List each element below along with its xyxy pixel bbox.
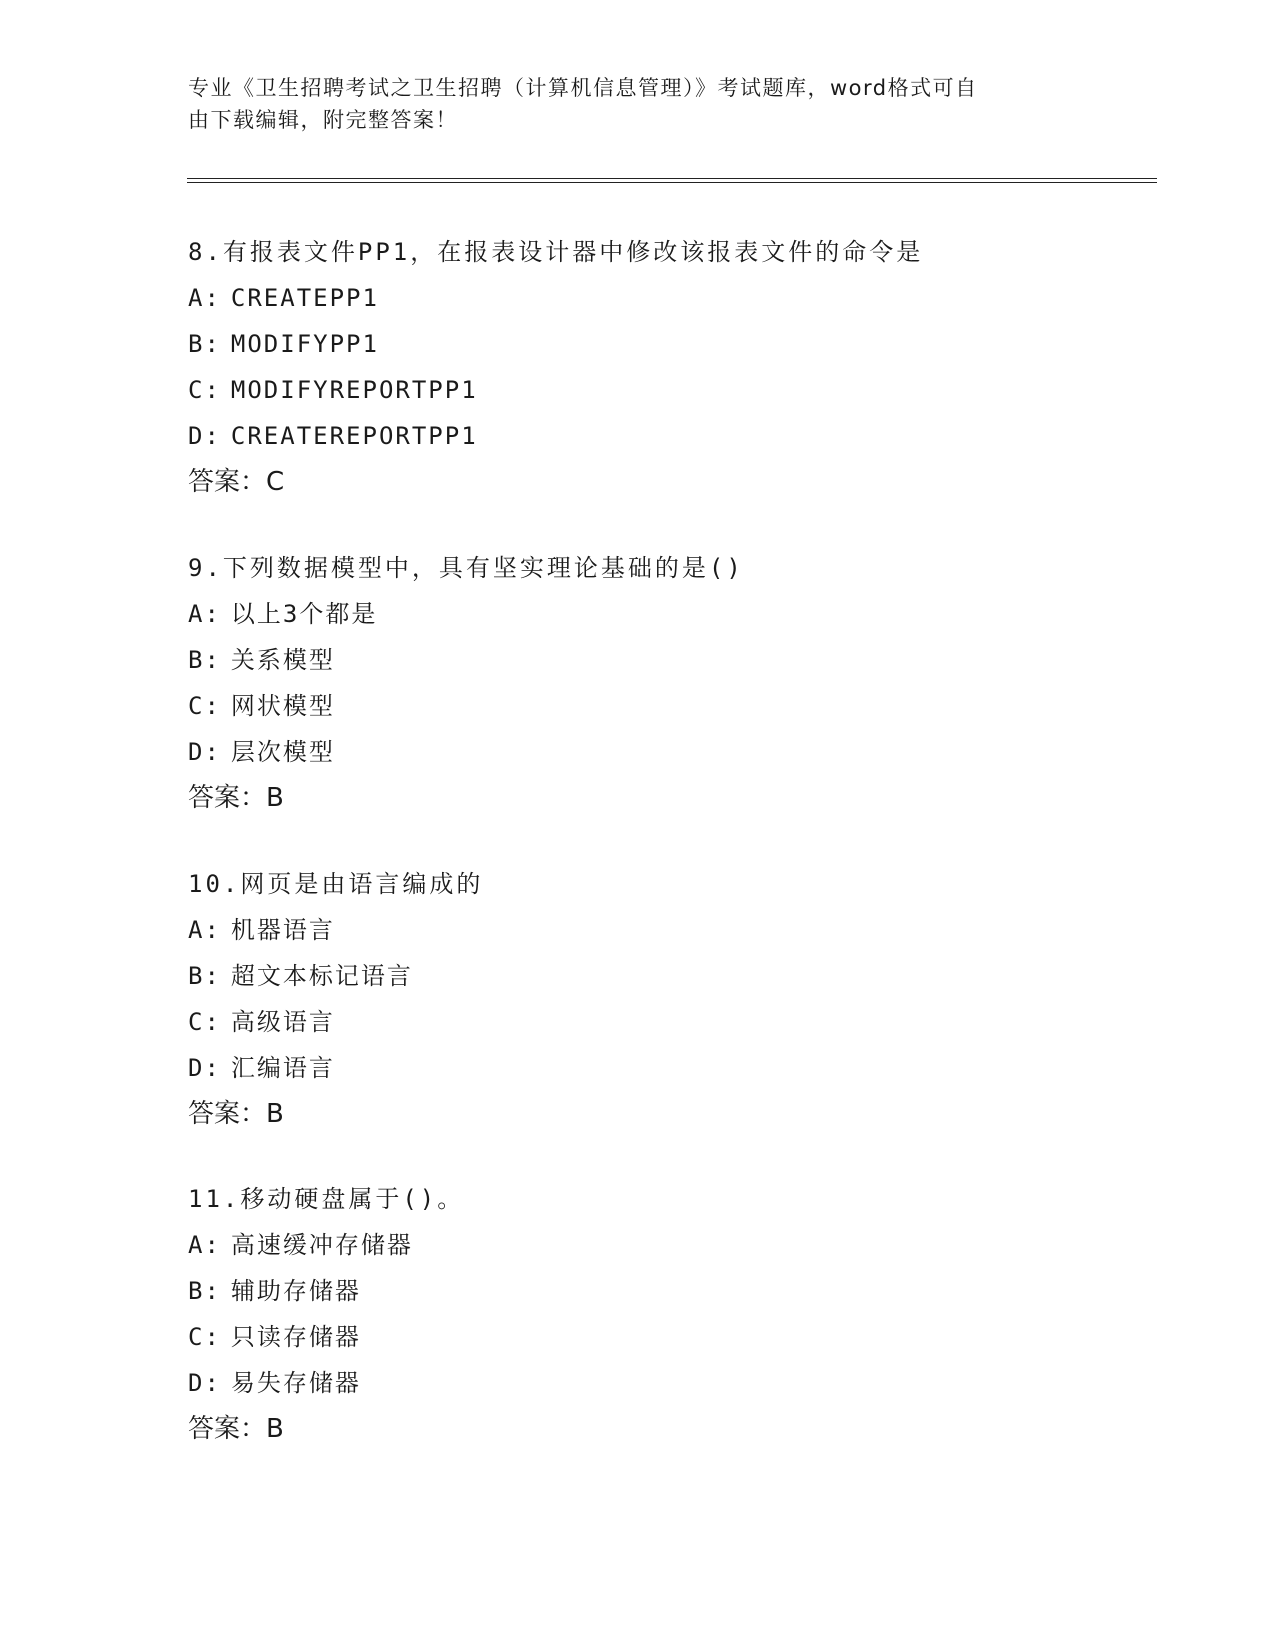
- option-text: 易失存储器: [230, 1369, 361, 1397]
- option-text: 以上3个都是: [230, 600, 378, 628]
- answer-line: 答案：B: [188, 783, 284, 813]
- option-letter: C:: [188, 376, 221, 404]
- option-b: [188, 1268, 1188, 1314]
- option-letter: C:: [188, 692, 221, 720]
- option-letter: B:: [188, 330, 221, 358]
- question-stem: 11.移动硬盘属于()。: [188, 1185, 465, 1213]
- question-stem: 10.网页是由语言编成的: [188, 870, 484, 898]
- option-text: 超文本标记语言: [230, 962, 413, 990]
- option-b: [188, 321, 1188, 367]
- option-text: 网状模型: [230, 692, 335, 720]
- option-c: [188, 367, 1188, 413]
- option-text: 高速缓冲存储器: [230, 1231, 413, 1259]
- option-text: CREATEPP1: [230, 284, 379, 312]
- answer-line: 答案：C: [188, 467, 285, 497]
- option-c: [188, 1314, 1188, 1360]
- answer-line: 答案：B: [188, 1099, 284, 1129]
- option-letter: A:: [188, 600, 221, 628]
- question-stem: 9.下列数据模型中，具有坚实理论基础的是(): [188, 554, 744, 582]
- header-divider-top: [187, 178, 1157, 179]
- option-letter: C:: [188, 1008, 221, 1036]
- option-letter: D:: [188, 422, 221, 450]
- option-text: 机器语言: [230, 916, 335, 944]
- option-a: [188, 275, 1188, 321]
- option-letter: D:: [188, 1054, 221, 1082]
- answer-line: 答案：B: [188, 1414, 284, 1444]
- option-letter: C:: [188, 1323, 221, 1351]
- question-block: [188, 861, 1188, 1137]
- option-text: 关系模型: [230, 646, 335, 674]
- document-header: [188, 72, 1088, 136]
- option-d: [188, 1360, 1188, 1406]
- option-letter: A:: [188, 916, 221, 944]
- option-d: [188, 413, 1188, 459]
- option-d: [188, 1045, 1188, 1091]
- option-letter: B:: [188, 646, 221, 674]
- option-a: [188, 1222, 1188, 1268]
- header-divider-bottom: [187, 182, 1157, 183]
- option-a: [188, 591, 1188, 637]
- header-line-2: 由下载编辑，附完整答案！: [188, 108, 458, 132]
- question-block: [188, 545, 1188, 821]
- option-letter: D:: [188, 1369, 221, 1397]
- option-letter: A:: [188, 284, 221, 312]
- option-text: 高级语言: [230, 1008, 335, 1036]
- option-text: 层次模型: [230, 738, 335, 766]
- option-b: [188, 953, 1188, 999]
- option-text: 汇编语言: [230, 1054, 335, 1082]
- option-letter: D:: [188, 738, 221, 766]
- question-block: [188, 229, 1188, 505]
- question-block: [188, 1176, 1188, 1452]
- question-stem: 8.有报表文件PP1，在报表设计器中修改该报表文件的命令是: [188, 238, 924, 266]
- option-b: [188, 637, 1188, 683]
- option-text: 只读存储器: [230, 1323, 361, 1351]
- option-d: [188, 729, 1188, 775]
- option-c: [188, 999, 1188, 1045]
- option-text: 辅助存储器: [230, 1277, 361, 1305]
- header-line-1: 专业《卫生招聘考试之卫生招聘（计算机信息管理）》考试题库，word格式可自: [188, 76, 978, 100]
- option-text: CREATEREPORTPP1: [230, 422, 478, 450]
- option-letter: B:: [188, 1277, 221, 1305]
- option-text: MODIFYREPORTPP1: [230, 376, 478, 404]
- option-c: [188, 683, 1188, 729]
- option-letter: A:: [188, 1231, 221, 1259]
- option-letter: B:: [188, 962, 221, 990]
- option-a: [188, 907, 1188, 953]
- option-text: MODIFYPP1: [230, 330, 379, 358]
